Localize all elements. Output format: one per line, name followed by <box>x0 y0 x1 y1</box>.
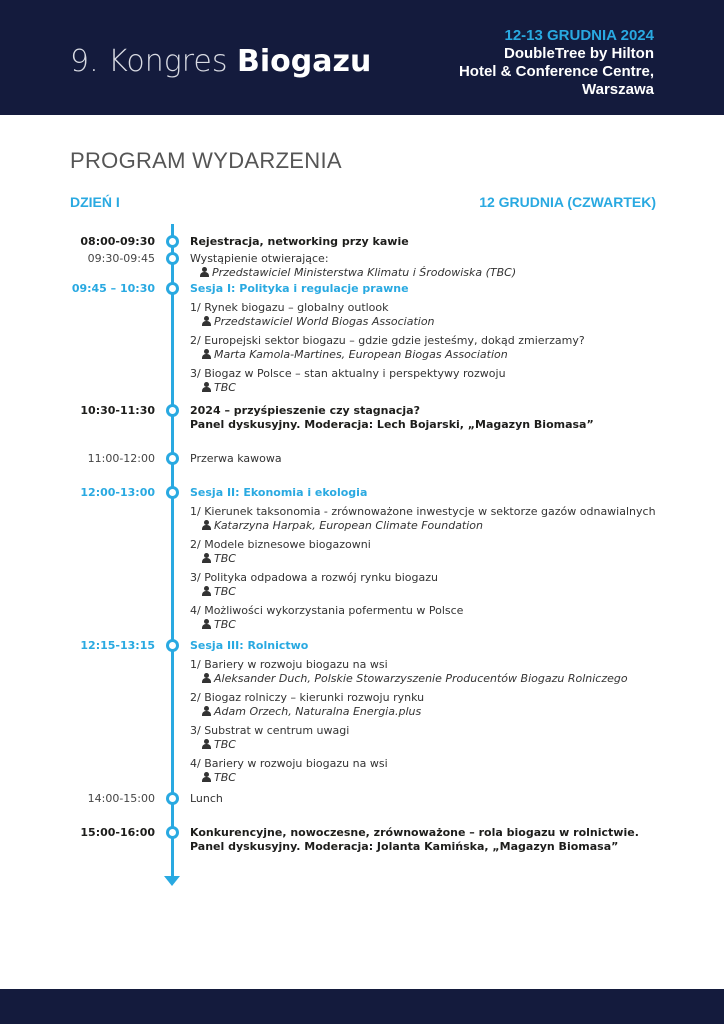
speaker <box>190 315 670 329</box>
speaker-name: TBC <box>214 771 236 784</box>
person-icon <box>202 382 211 392</box>
venue-line-3: Warszawa <box>582 81 654 98</box>
person-icon <box>202 316 211 326</box>
day-date: 12 GRUDNIA (CZWARTEK) <box>479 194 656 210</box>
person-icon <box>200 267 209 277</box>
session-item: 3/ Biogaz w Polsce – stan aktualny i perspektywy rozwoju <box>190 367 506 380</box>
speaker-name: Aleksander Duch, Polskie Stowarzyszenie Producentów Biogazu Rolniczego <box>214 672 628 685</box>
speaker-name: Adam Orzech, Naturalna Energia.plus <box>214 705 422 718</box>
speaker <box>190 585 670 599</box>
session-entry <box>190 639 670 785</box>
speaker <box>190 519 670 533</box>
panel-entry <box>190 404 670 432</box>
speaker <box>190 552 670 566</box>
time-label: 15:00-16:00 <box>80 826 155 839</box>
brand-light-text: 9. Kongres <box>70 44 238 79</box>
speaker-name: Marta Kamola-Martines, European Biogas Association <box>214 348 508 361</box>
timeline-dot <box>166 452 179 465</box>
speaker <box>190 266 670 280</box>
speaker <box>190 705 670 719</box>
session-title: Sesja III: Rolnictwo <box>190 639 309 652</box>
time-label: 08:00-09:30 <box>80 235 155 248</box>
timeline-line <box>171 224 174 878</box>
session-item: 3/ Substrat w centrum uwagi <box>190 724 350 737</box>
schedule-entry <box>190 452 670 466</box>
timeline-dot <box>166 826 179 839</box>
person-icon <box>202 619 211 629</box>
person-icon <box>202 739 211 749</box>
event-brand <box>70 44 371 79</box>
header-banner <box>0 0 724 115</box>
speaker <box>190 381 670 395</box>
time-label: 09:45 – 10:30 <box>71 282 155 295</box>
timeline-dot <box>166 252 179 265</box>
speaker-name: Przedstawiciel World Biogas Association <box>214 315 435 328</box>
person-icon <box>202 706 211 716</box>
brand-bold-text: Biogazu <box>237 44 372 79</box>
time-label: 11:00-12:00 <box>87 452 155 465</box>
session-entry <box>190 282 670 395</box>
speaker <box>190 672 670 686</box>
speaker-name: Przedstawiciel Ministerstwa Klimatu i Środowiska (TBC) <box>212 266 517 279</box>
session-item: 3/ Polityka odpadowa a rozwój rynku biogazu <box>190 571 438 584</box>
time-label: 09:30-09:45 <box>87 252 155 265</box>
time-label: 12:00-13:00 <box>80 486 155 499</box>
time-label: 12:15-13:15 <box>80 639 155 652</box>
timeline-dot <box>166 404 179 417</box>
person-icon <box>202 553 211 563</box>
speaker-name: TBC <box>214 381 236 394</box>
session-item: 2/ Modele biznesowe biogazowni <box>190 538 371 551</box>
person-icon <box>202 772 211 782</box>
person-icon <box>202 520 211 530</box>
session-item: 1/ Bariery w rozwoju biogazu na wsi <box>190 658 388 671</box>
session-title: Sesja II: Ekonomia i ekologia <box>190 486 368 499</box>
panel-title: 2024 – przyśpieszenie czy stagnacja? <box>190 404 420 417</box>
session-item: 1/ Kierunek taksonomia - zrównoważone inwestycje w sektorze gazów odnawialnych <box>190 505 656 518</box>
timeline-arrow-icon <box>164 876 180 886</box>
venue-line-1: DoubleTree by Hilton <box>503 45 654 62</box>
speaker-name: TBC <box>214 585 236 598</box>
time-label: 14:00-15:00 <box>87 792 155 805</box>
person-icon <box>202 349 211 359</box>
schedule-entry <box>190 252 670 280</box>
speaker-name: TBC <box>214 552 236 565</box>
person-icon <box>202 586 211 596</box>
footer-banner <box>0 989 724 1024</box>
speaker-name: Katarzyna Harpak, European Climate Foundation <box>214 519 484 532</box>
timeline-dot <box>166 282 179 295</box>
session-entry <box>190 486 670 632</box>
speaker <box>190 738 670 752</box>
time-label: 10:30-11:30 <box>80 404 155 417</box>
speaker <box>190 618 670 632</box>
speaker-name: TBC <box>214 738 236 751</box>
panel-moderation: Panel dyskusyjny. Moderacja: Lech Bojarski, „Magazyn Biomasa” <box>190 418 594 431</box>
timeline-dot <box>166 639 179 652</box>
session-title: Sesja I: Polityka i regulacje prawne <box>190 282 409 295</box>
speaker <box>190 771 670 785</box>
timeline-dot <box>166 486 179 499</box>
session-item: 1/ Rynek biogazu – globalny outlook <box>190 301 389 314</box>
program-title: PROGRAM WYDARZENIA <box>70 148 342 173</box>
session-item: 4/ Możliwości wykorzystania pofermentu w Polsce <box>190 604 464 617</box>
panel-moderation: Panel dyskusyjny. Moderacja: Jolanta Kamińska, „Magazyn Biomasa” <box>190 840 619 853</box>
speaker-name: TBC <box>214 618 236 631</box>
day-label: DZIEŃ I <box>70 194 120 210</box>
event-date: 12-13 GRUDNIA 2024 <box>504 27 654 44</box>
entry-title: Wystąpienie otwierające: <box>190 252 329 265</box>
speaker <box>190 348 670 362</box>
timeline-dot <box>166 792 179 805</box>
schedule-entry <box>190 235 670 249</box>
schedule-entry <box>190 792 670 806</box>
entry-title: Przerwa kawowa <box>190 452 282 465</box>
session-item: 2/ Europejski sektor biogazu – gdzie gdzie jesteśmy, dokąd zmierzamy? <box>190 334 585 347</box>
timeline-dot <box>166 235 179 248</box>
session-item: 4/ Bariery w rozwoju biogazu na wsi <box>190 757 388 770</box>
venue-line-2: Hotel & Conference Centre, <box>458 63 654 80</box>
person-icon <box>202 673 211 683</box>
session-item: 2/ Biogaz rolniczy – kierunki rozwoju rynku <box>190 691 425 704</box>
entry-title: Lunch <box>190 792 223 805</box>
event-info <box>459 27 654 99</box>
panel-entry <box>190 826 670 854</box>
panel-title: Konkurencyjne, nowoczesne, zrównoważone – rola biogazu w rolnictwie. <box>190 826 639 839</box>
entry-title: Rejestracja, networking przy kawie <box>190 235 409 248</box>
